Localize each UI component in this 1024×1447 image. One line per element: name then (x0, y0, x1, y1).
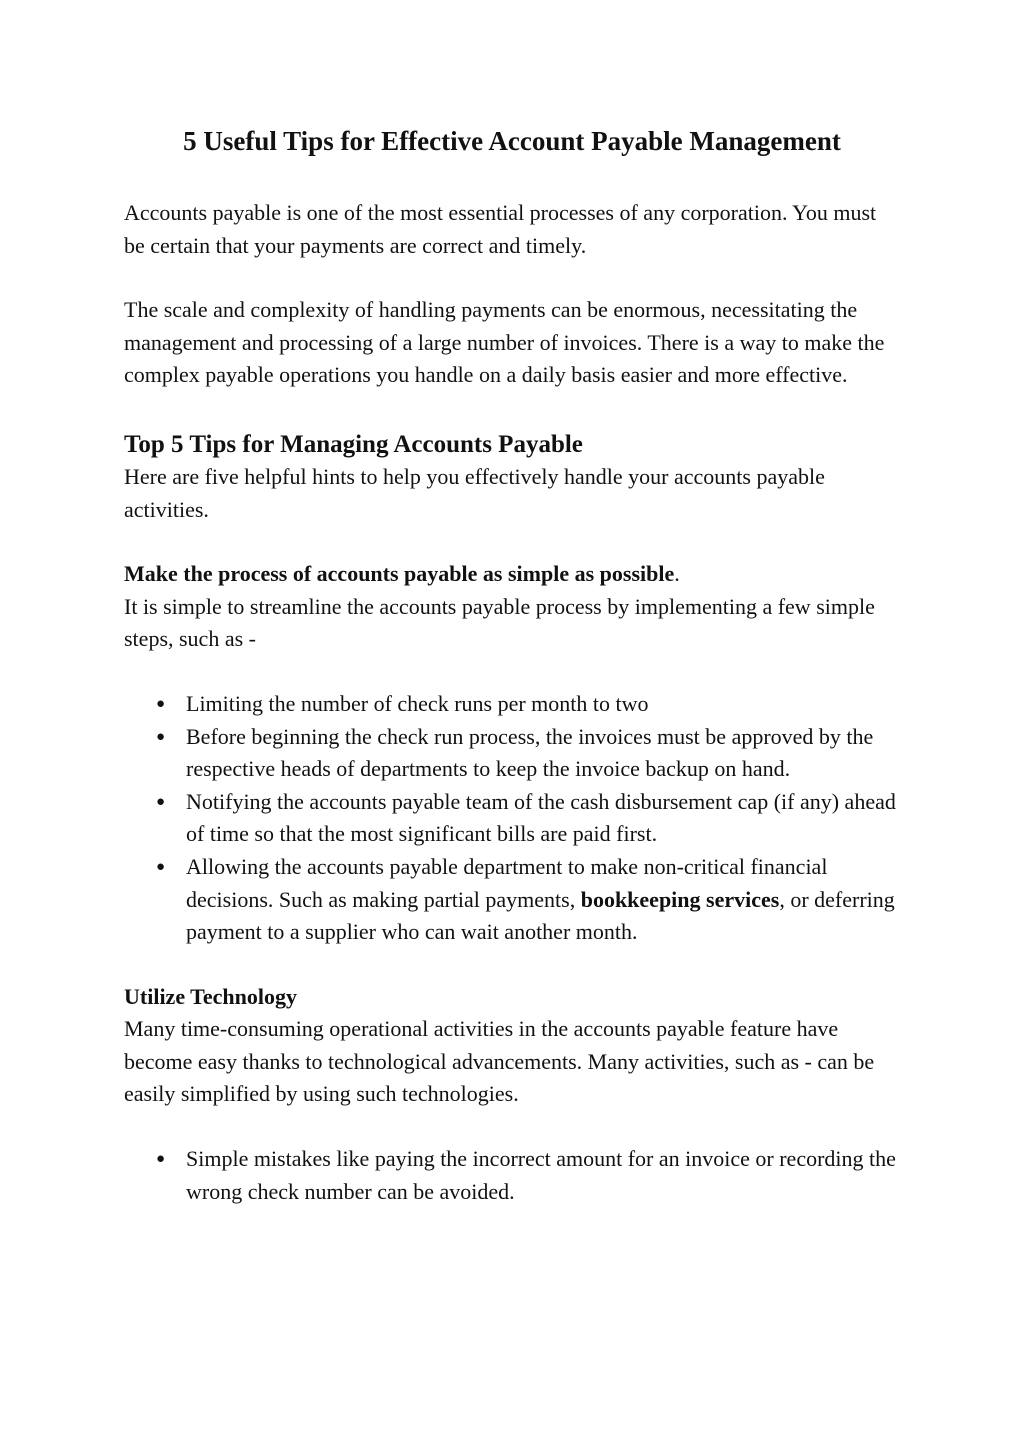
tip-1-heading-suffix: . (674, 561, 680, 587)
list-item (156, 786, 900, 851)
bullet-icon: ● (156, 793, 166, 810)
list-item-text: Notifying the accounts payable team of the cash disbursement cap (if any) ahead of time so that the most significant bills are paid first. (186, 788, 896, 847)
bullet-icon: ● (156, 695, 166, 712)
section-top-paragraph: Here are five helpful hints to help you effectively handle your accounts payable activities. (124, 463, 825, 522)
bookkeeping-services-emphasis: bookkeeping services (580, 886, 780, 912)
list-item (156, 851, 900, 949)
bullet-icon: ● (156, 858, 166, 875)
list-item-text: Simple mistakes like paying the incorrect amount for an invoice or recording the wrong check number can be avoided. (186, 1146, 896, 1204)
tip-1-paragraph: It is simple to streamline the accounts payable process by implementing a few simple steps, such as - (124, 593, 875, 652)
tip-1-bullet-list (124, 688, 900, 949)
tip-1-heading-text: Make the process of accounts payable as simple as possible (124, 561, 675, 587)
intro-paragraph-1: Accounts payable is one of the most essential processes of any corporation. You must be certain that your payments are correct and timely. (124, 200, 877, 258)
bullet-icon: ● (156, 728, 166, 745)
list-item-text: Before beginning the check run process, the invoices must be approved by the respective heads of departments to keep the invoice backup on hand. (186, 723, 874, 782)
tip-1-heading (124, 558, 900, 591)
document-title: 5 Useful Tips for Effective Account Payable Management (183, 126, 841, 156)
section-heading-top-tips: Top 5 Tips for Managing Accounts Payable (124, 430, 583, 458)
intro-paragraph-2: The scale and complexity of handling payments can be enormous, necessitating the management and processing of a large number of invoices. There is a way to make the complex payable operations you handle on a daily basis easier and more effective. (124, 297, 885, 388)
list-item (156, 688, 900, 721)
list-item-text: Limiting the number of check runs per month to two (186, 690, 649, 716)
bullet-icon: ● (156, 1151, 166, 1168)
tip-2-bullet-list (124, 1143, 900, 1208)
tip-2-heading: Utilize Technology (124, 983, 297, 1009)
list-item (156, 1143, 900, 1208)
list-item-text-after: , or deferring payment to a supplier who can wait another month. (186, 886, 895, 945)
tip-2-section (124, 981, 900, 1209)
tip-2-paragraph: Many time-consuming operational activities in the accounts payable feature have become easy thanks to technological advancements. Many activities, such as - can be easily simplified by using such technologies. (124, 1016, 875, 1107)
list-item-text-before: Allowing the accounts payable department to make non-critical financial decisions. Such as making partial payments, (186, 853, 828, 912)
tip-1-section (124, 558, 900, 949)
list-item (156, 721, 900, 786)
